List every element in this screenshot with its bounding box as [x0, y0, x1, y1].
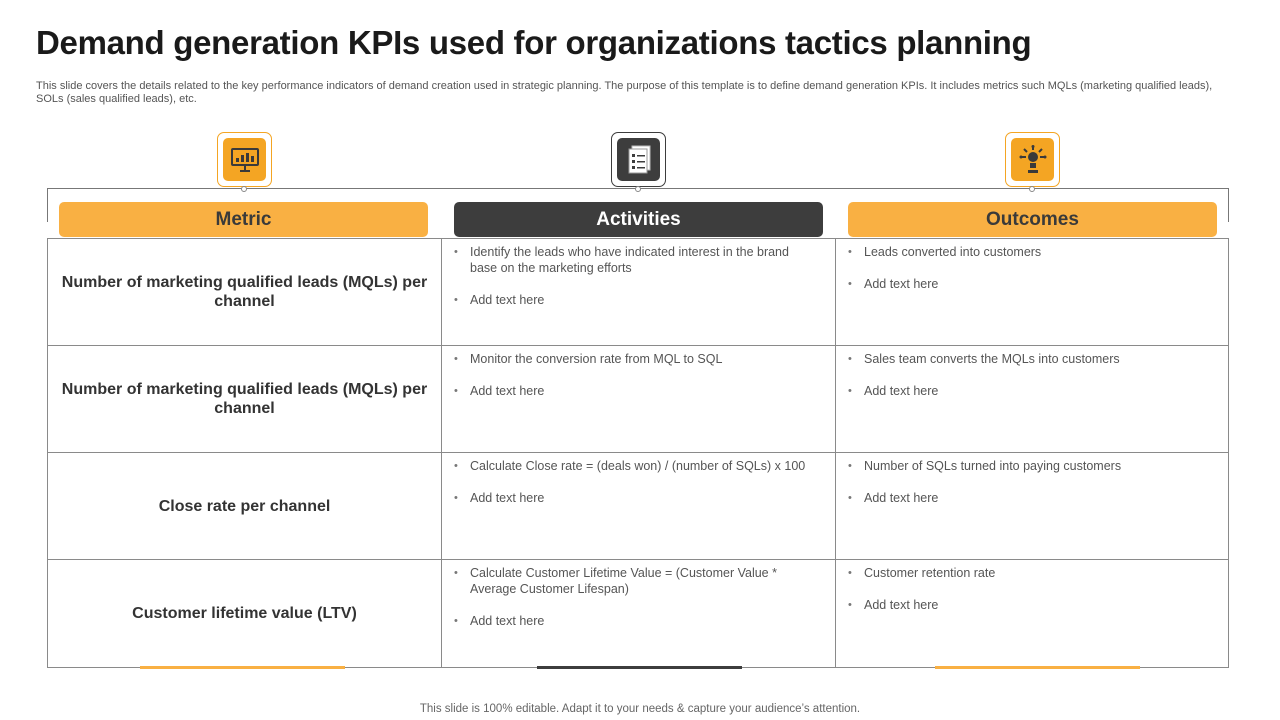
outcome-item: • Add text here [846, 490, 1208, 506]
page-title: Demand generation KPIs used for organizations tactics planning [36, 24, 1032, 61]
activity-item: • Calculate Close rate = (deals won) / (number of SQLs) x 100 [452, 458, 815, 474]
activities-icon-box [611, 132, 666, 187]
activities-cell [442, 560, 836, 667]
outcomes-cell [836, 346, 1228, 453]
activity-item: • Add text here [452, 292, 815, 308]
metric-icon-box [217, 132, 272, 187]
outcome-item: • Sales team converts the MQLs into customers [846, 351, 1208, 367]
outcomes-icon-box [1005, 132, 1060, 187]
kpi-table [47, 238, 1229, 668]
outcomes-cell [836, 560, 1228, 667]
metric-cell: Number of marketing qualified leads (MQLs) per channel [48, 239, 442, 346]
outcome-item: • Add text here [846, 276, 1208, 292]
activity-item: • Monitor the conversion rate from MQL to SQL [452, 351, 815, 367]
activity-item: • Calculate Customer Lifetime Value = (Customer Value * Average Customer Lifespan) [452, 565, 815, 597]
activities-cell [442, 453, 836, 560]
column-header-metric: Metric [59, 202, 428, 237]
outcomes-cell [836, 239, 1228, 346]
column-header-activities: Activities [454, 202, 823, 237]
activity-item: • Identify the leads who have indicated interest in the brand base on the marketing efforts [452, 244, 815, 276]
activities-cell [442, 346, 836, 453]
metric-cell: Number of marketing qualified leads (MQLs) per channel [48, 346, 442, 453]
activity-item: • Add text here [452, 383, 815, 399]
metric-cell: Close rate per channel [48, 453, 442, 560]
document-checklist-icon [626, 145, 652, 175]
accent-bar-activities [537, 666, 742, 669]
activity-item: • Add text here [452, 613, 815, 629]
outcome-item: • Leads converted into customers [846, 244, 1208, 260]
activity-item: • Add text here [452, 490, 815, 506]
footer-note: This slide is 100% editable. Adapt it to your needs & capture your audience’s attention. [419, 703, 861, 715]
accent-bar-outcomes [935, 666, 1140, 669]
idea-network-icon [1018, 145, 1048, 175]
outcome-item: • Add text here [846, 383, 1208, 399]
presentation-chart-icon [231, 147, 259, 173]
column-header-outcomes: Outcomes [848, 202, 1217, 237]
activities-cell [442, 239, 836, 346]
outcome-item: • Customer retention rate [846, 565, 1208, 581]
accent-bar-metric [140, 666, 345, 669]
page-subtitle: This slide covers the details related to the key performance indicators of demand creation used in strategic planning. The purpose of this template is to define demand generation KPIs. It includes metrics such MQLs (marketing qualified leads), SOLs (sales qualified leads), etc. [36, 80, 1213, 105]
outcome-item: • Number of SQLs turned into paying customers [846, 458, 1208, 474]
metric-cell: Customer lifetime value (LTV) [48, 560, 442, 667]
outcomes-cell [836, 453, 1228, 560]
outcome-item: • Add text here [846, 597, 1208, 613]
